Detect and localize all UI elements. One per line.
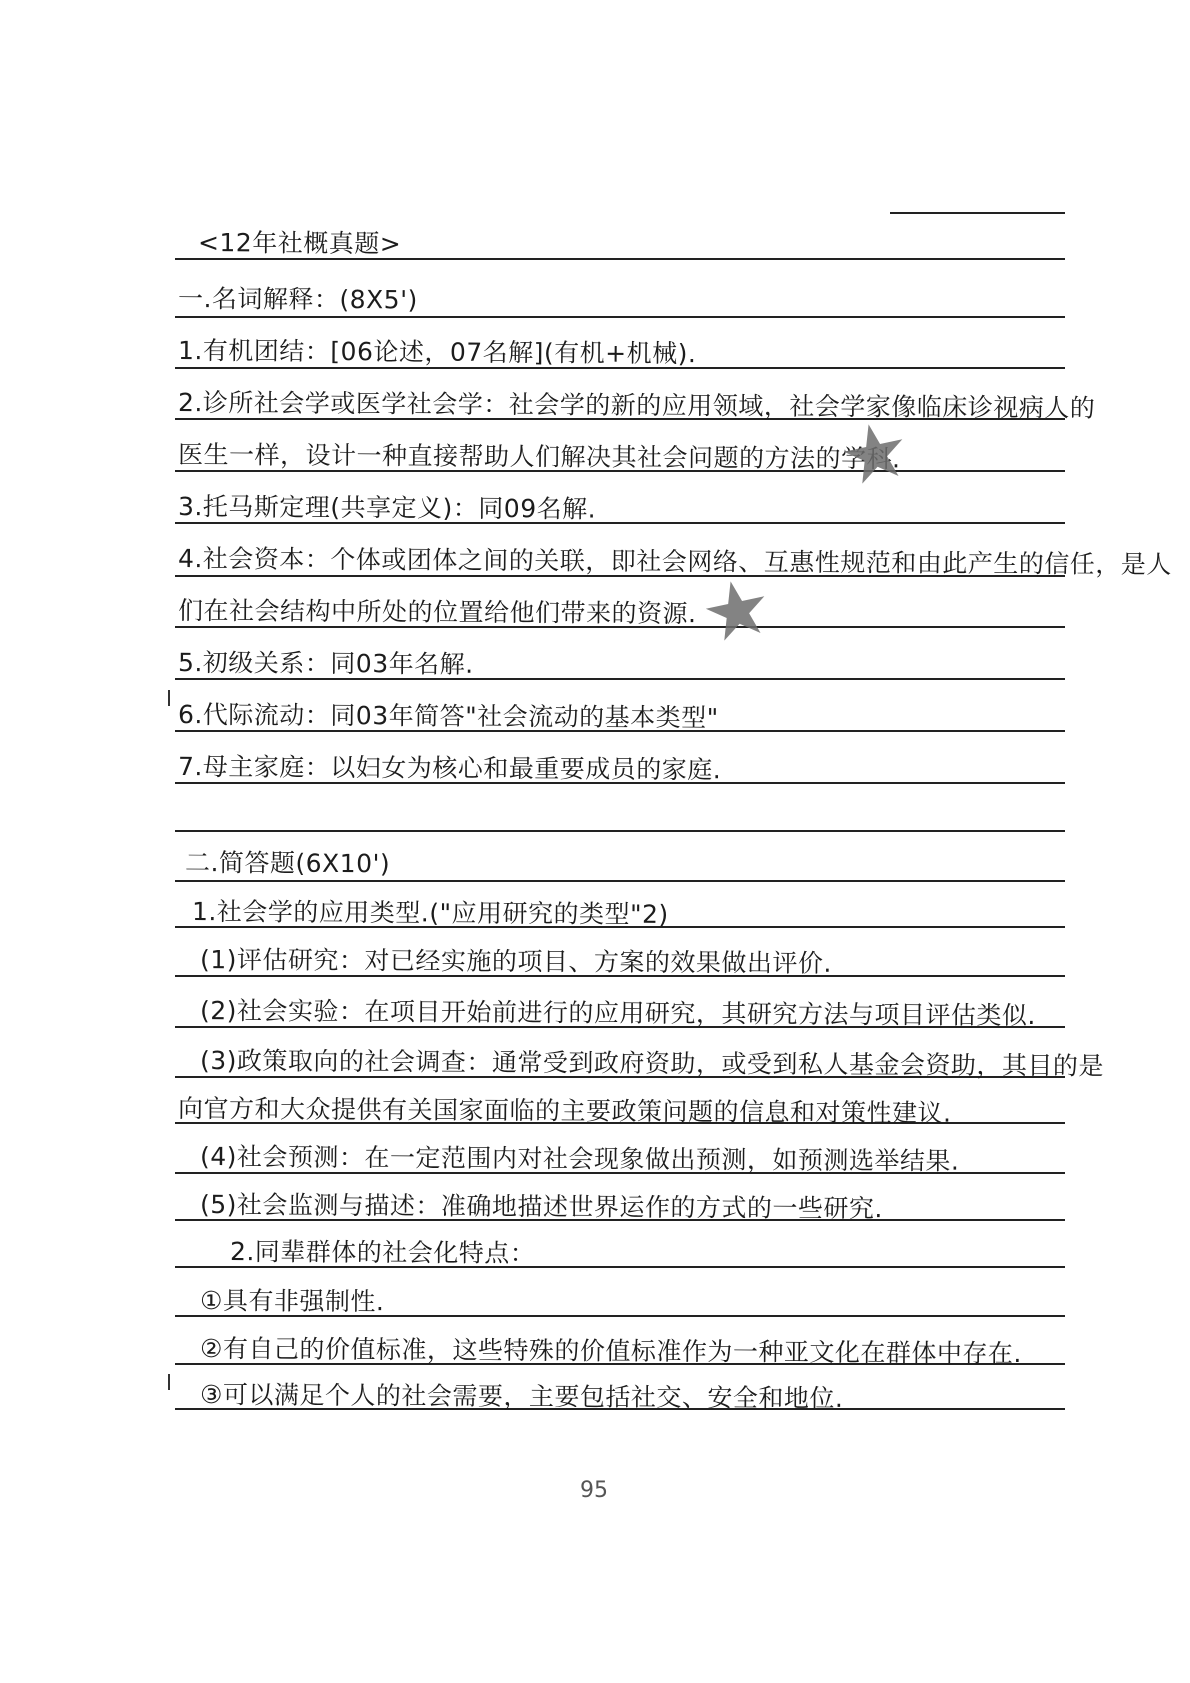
- answer-line: ①具有非强制性.: [199, 1286, 385, 1317]
- margin-tick: [168, 1374, 170, 1390]
- definition-line: 6.代际流动：同03年简答"社会流动的基本类型": [177, 700, 719, 733]
- ruled-line: [175, 880, 1065, 882]
- answer-line: (4)社会预测：在一定范围内对社会现象做出预测，如预测选举结果.: [199, 1142, 960, 1176]
- definition-line: 医生一样，设计一种直接帮助人们解决其社会问题的方法的学科.: [177, 440, 901, 474]
- answer-line: (3)政策取向的社会调查：通常受到政府资助，或受到私人基金会资助，其目的是: [199, 1046, 1104, 1081]
- ruled-line: [890, 212, 1065, 214]
- answer-line: (5)社会监测与描述：准确地描述世界运作的方式的一些研究.: [199, 1190, 883, 1224]
- definition-line: 7.母主家庭：以妇女为核心和最重要成员的家庭.: [177, 752, 722, 785]
- answer-line: (1)评估研究：对已经实施的项目、方案的效果做出评价.: [199, 945, 832, 978]
- answer-line: 2.同辈群体的社会化特点：: [229, 1237, 536, 1268]
- definition-line: 5.初级关系：同03年名解.: [177, 648, 474, 679]
- definition-line: 2.诊所社会学或医学社会学：社会学的新的应用领域，社会学家像临床诊视病人的: [177, 388, 1096, 423]
- answer-line: 向官方和大众提供有关国家面临的主要政策问题的信息和对策性建议.: [177, 1094, 952, 1128]
- definition-line: 1.有机团结：[06论述，07名解](有机+机械).: [177, 336, 697, 369]
- star-mark-icon: ★: [693, 559, 781, 663]
- section-heading-short-answer: 二.简答题(6X10'): [184, 848, 391, 879]
- answer-line: (2)社会实验：在项目开始前进行的应用研究，其研究方法与项目评估类似.: [199, 996, 1036, 1031]
- answer-line: ②有自己的价值标准，这些特殊的价值标准作为一种亚文化在群体中存在.: [199, 1334, 1022, 1369]
- definition-line: 4.社会资本：个体或团体之间的关联，即社会网络、互惠性规范和由此产生的信任，是人: [177, 544, 1172, 580]
- page-title: <12年社概真题>: [197, 228, 402, 259]
- page-number: 95: [580, 1478, 608, 1503]
- section-heading-definitions: 一.名词解释：(8X5'): [177, 284, 418, 315]
- answer-line: ③可以满足个人的社会需要，主要包括社交、安全和地位.: [199, 1380, 844, 1413]
- margin-tick: [168, 690, 170, 706]
- definition-line: 们在社会结构中所处的位置给他们带来的资源.: [177, 596, 697, 629]
- star-mark-icon: ★: [831, 402, 919, 506]
- answer-line: 1.社会学的应用类型.("应用研究的类型"2): [191, 897, 669, 929]
- definition-line: 3.托马斯定理(共享定义)：同09名解.: [177, 492, 597, 524]
- ruled-line: [175, 830, 1065, 832]
- ruled-line: [175, 316, 1065, 318]
